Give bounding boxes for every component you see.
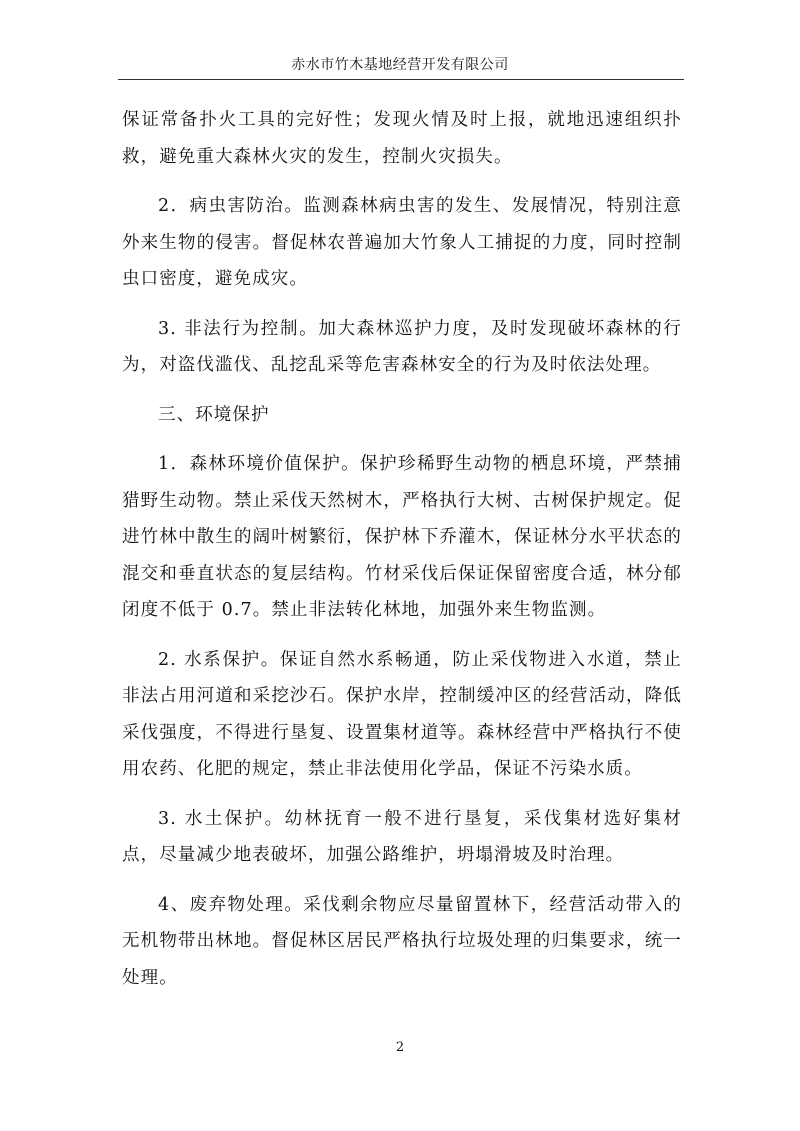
- paragraph-pest-control: 2．病虫害防治。监测森林病虫害的发生、发展情况，特别注意外来生物的侵害。督促林农普遍加大竹象人工捕捉的力度，同时控制虫口密度，避免成灾。: [122, 196, 682, 289]
- section-heading-environment: 三、环境保护: [158, 404, 270, 425]
- paragraph-fire-tools: 保证常备扑火工具的完好性；发现火情及时上报，就地迅速组织扑救，避免重大森林火灾的发生，控制火灾损失。: [122, 110, 682, 167]
- paragraph-soil-conservation: 3. 水土保护。幼林抚育一般不进行垦复，采伐集材选好集材点，尽量减少地表破坏，加强公路维护，坍塌滑坡及时治理。: [122, 808, 682, 865]
- document-body: [122, 102, 682, 1009]
- paragraph-forest-value: 1．森林环境价值保护。保护珍稀野生动物的栖息环境，严禁捕猎野生动物。禁止采伐天然树木，严格执行大树、古树保护规定。促进竹林中散生的阔叶树繁衍，保护林下乔灌木，保证林分水平状态的混交和垂直状态的复层结构。竹材采伐后保证保留密度合适，林分郁闭度不低于 0.7。禁止非法转化林地，加强外来生物监测。: [122, 454, 682, 620]
- header-divider: [118, 79, 684, 80]
- page-number: 2: [395, 1040, 405, 1055]
- paragraph-waste-handling: 4、废弃物处理。采伐剩余物应尽量留置林下，经营活动带入的无机物带出林地。督促林区居民严格执行垃圾处理的归集要求，统一处理。: [122, 894, 682, 988]
- paragraph-water-system: 2. 水系保护。保证自然水系畅通，防止采伐物进入水道，禁止非法占用河道和采挖沙石。保护水岸，控制缓冲区的经营活动，降低采伐强度，不得进行垦复、设置集材道等。森林经营中严格执行不使用农药、化肥的规定，禁止非法使用化学品，保证不污染水质。: [122, 649, 682, 779]
- page-header: 赤水市竹木基地经营开发有限公司: [291, 57, 509, 73]
- paragraph-illegal-activity: 3. 非法行为控制。加大森林巡护力度，及时发现破坏森林的行为，对盗伐滥伐、乱挖乱采等危害森林安全的行为及时依法处理。: [122, 318, 682, 375]
